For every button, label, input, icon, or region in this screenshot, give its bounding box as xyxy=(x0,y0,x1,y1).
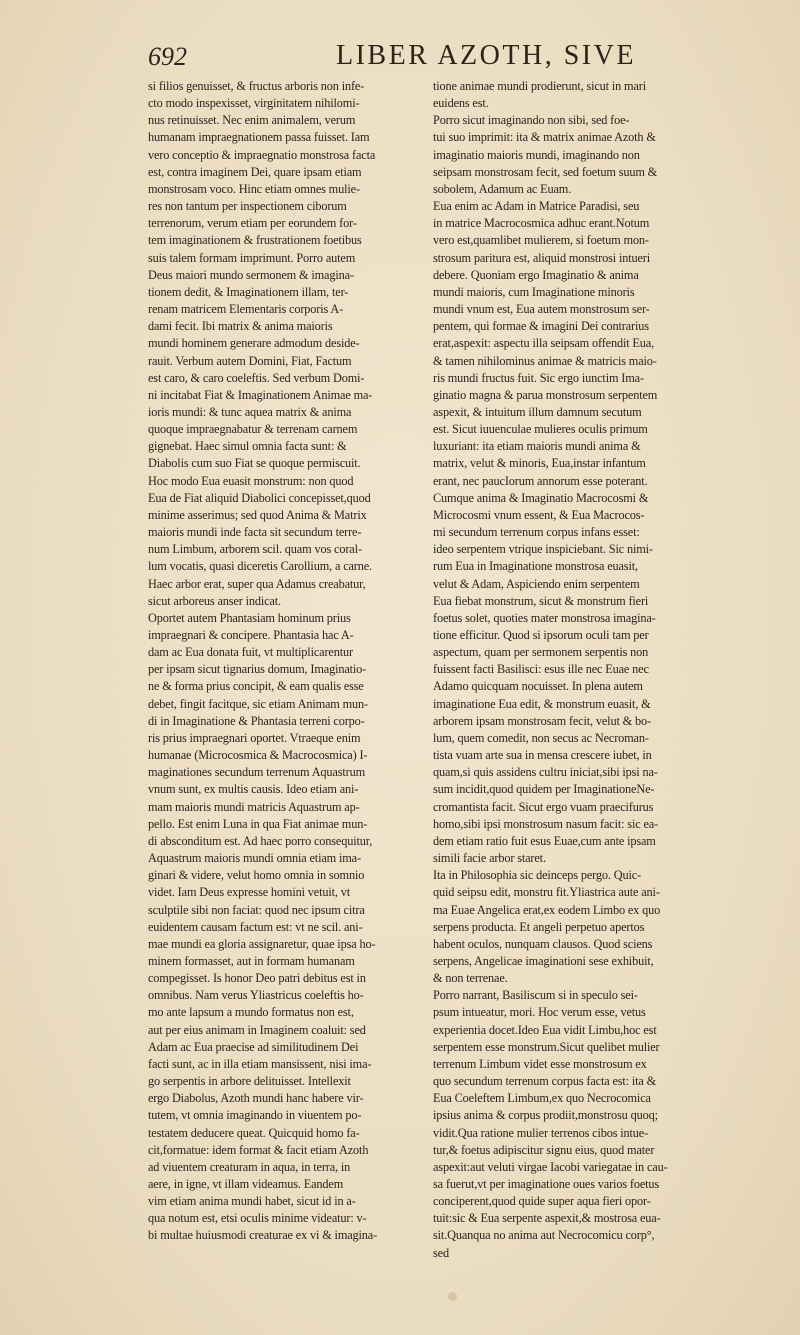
text-line: Cumque anima & Imaginatio Macrocosmi & xyxy=(433,490,649,505)
text-line: Eua fiebat monstrum, sicut & monstrum fieri xyxy=(433,593,649,608)
text-line: euidentem causam factum est: vt ne scil. ani- xyxy=(148,919,363,934)
text-line: Haec arbor erat, super qua Adamus creabatur, xyxy=(148,576,366,591)
text-line: tuit:sic & Eua serpente aspexit,& mostrosa eua- xyxy=(433,1211,661,1226)
text-line: num Limbum, arborem scil. quam vos coral- xyxy=(148,542,362,557)
text-line: aut per eius animam in Imaginem coaluit: sed xyxy=(148,1022,366,1037)
text-line: pentem, qui formae & imagini Dei contrarius xyxy=(433,319,649,334)
text-line: dam ac Eua donata fuit, vt multiplicarentur xyxy=(148,645,353,660)
text-line: in matrice Macrocosmica adhuc erant.Notum xyxy=(433,216,650,231)
text-line: mi secundum terrenum corpus infans esset: xyxy=(433,525,640,540)
text-line: videt. Iam Deus expresse homini vetuit, vt xyxy=(148,885,351,900)
running-title: LIBER AZOTH, SIVE xyxy=(336,40,636,71)
text-line: ioris mundi: & tunc aquea matrix & anima xyxy=(148,404,352,419)
text-line: lum vocatis, quasi diceretis Carollium, a carne. xyxy=(148,559,372,574)
text-line: mundi vnum est, Eua autem monstrosum ser- xyxy=(433,302,650,317)
text-line: foetus solet, quoties mater monstrosa imagina- xyxy=(433,610,656,625)
text-line: monstrosam voco. Hinc etiam omnes mulie- xyxy=(148,181,360,196)
text-line: quid seipsu edit, monstru fit.Yliastrica aute ani- xyxy=(433,885,660,900)
text-line: Microcosmi vnum essent, & Eua Macrocos- xyxy=(433,507,645,522)
text-line: impraegnari & concipere. Phantasia hac A- xyxy=(148,628,354,642)
text-line: ergo Diabolus, Azoth mundi hanc habere vir- xyxy=(148,1091,364,1106)
text-line: fuissent facti Basilisci: esus ille nec Euae nec xyxy=(433,662,649,677)
text-line: vim etiam anima mundi habet, sicut id in a- xyxy=(148,1194,356,1209)
text-line: omnibus. Nam verus Yliastricus coeleftis ho- xyxy=(148,988,364,1003)
paper-stain xyxy=(448,1292,457,1301)
text-line: est, contra imaginem Dei, quare ipsam etiam xyxy=(148,164,362,179)
text-line: psum intueatur, mori. Hoc verum esse, vetus xyxy=(433,1005,646,1020)
text-line: luxuriant: ita etiam maioris mundi anima & xyxy=(433,439,641,454)
text-line: conciperent,quod quide super aqua fieri opor- xyxy=(433,1194,651,1209)
text-line: res non tantum per inspectionem ciborum xyxy=(148,199,347,214)
text-line: humanae (Microcosmica & Macrocosmica) I- xyxy=(148,748,368,763)
text-line: mam maioris mundi matricis Aquastrum ap- xyxy=(148,799,360,814)
text-line: sicut arboreus anser indicat. xyxy=(148,593,281,608)
text-line: aspexit:aut veluti virgae Iacobi variegatae in cau- xyxy=(433,1159,668,1174)
text-line: aspectum, quam per sermonem serpentis non xyxy=(433,645,649,660)
text-line: compegisset. Is honor Deo patri debitus est in xyxy=(148,971,366,986)
text-line: mae mundi ea gloria assignaretur, quae ipsa ho- xyxy=(148,936,376,951)
running-head xyxy=(148,38,636,78)
text-line: lum, quem comedit, non secus ac Necroman- xyxy=(433,730,649,745)
text-line: bi multae huiusmodi creaturae ex vi & imagina- xyxy=(148,1228,378,1243)
text-line: Porro sicut imaginando non sibi, sed foe- xyxy=(433,113,630,128)
text-line: mundi hominem generare admodum deside- xyxy=(148,336,360,351)
text-line: mo ante lapsum a mundo formatus non est, xyxy=(148,1005,354,1020)
text-line: tista vuam arte sua in mensa crescere iubet, in xyxy=(433,748,652,763)
text-line: terrenum Limbum videt esse monstrosum ex xyxy=(433,1056,647,1071)
text-line: ris prius impraegnari oportet. Vtraeque enim xyxy=(148,730,361,745)
text-line: suis talem formam imprimunt. Porro autem xyxy=(148,250,356,265)
text-line: tione animae mundi prodierunt, sicut in mari xyxy=(433,79,646,93)
text-line: cto modo inspexisset, virginitatem nihilomi- xyxy=(148,96,360,111)
text-line: experientia docet.Ideo Eua vidit Limbu,hoc est xyxy=(433,1022,657,1037)
text-line: aere, in igne, vt illam videamus. Eandem xyxy=(148,1177,344,1191)
text-line: est. Sicut iuuenculae mulieres oculis primum xyxy=(433,422,648,437)
text-line: Porro narrant, Basiliscum si in speculo sei- xyxy=(433,988,638,1003)
text-line: gignebat. Haec simul omnia facta sunt: & xyxy=(148,439,347,454)
text-line: debet, fingit facitque, sic etiam Animam mun- xyxy=(148,696,368,711)
text-line: sobolem, Adamum ac Euam. xyxy=(433,181,572,196)
page-number: 692 xyxy=(148,42,187,71)
text-line: minime asserimus; sed quod Anima & Matrix xyxy=(148,507,367,522)
text-line: ipsius anima & corpus prodiit,monstrosu quoq; xyxy=(433,1108,658,1123)
text-line: Oportet autem Phantasiam hominum prius xyxy=(148,610,351,625)
text-line: qua notum est, etsi oculis minime videatur: v- xyxy=(148,1211,367,1226)
text-line: per ipsam sicut tignarius domum, Imaginatio- xyxy=(148,662,367,677)
text-line: vnum sunt, ex multis causis. Ideo etiam ani- xyxy=(148,782,359,797)
text-line: ginatio magna & parua monstrosum serpentem xyxy=(433,387,658,402)
text-line: Eua Coeleftem Limbum,ex quo Necrocomica xyxy=(433,1091,651,1106)
text-line: quoque impraegnabatur & terrenam carnem xyxy=(148,422,358,437)
text-line: humanam impraegnationem passa fuisset. Iam xyxy=(148,130,370,145)
text-line: facti sunt, ac in illa etiam mansissent, nisi ima- xyxy=(148,1056,372,1071)
text-line: pello. Est enim Luna in qua Fiat animae mun- xyxy=(148,816,368,831)
text-line: Diabolis cum suo Fiat se quoque permiscuit. xyxy=(148,456,361,471)
text-line: arborem ipsam monstrosam fecit, velut & bo- xyxy=(433,713,651,728)
text-line: erant, nec paucIorum annorum esse poterant. xyxy=(433,473,648,488)
text-line: serpentem esse monstrum.Sicut quelibet mulier xyxy=(433,1039,660,1054)
text-line: erat,aspexit: aspectu illa seipsam offendit Eua, xyxy=(433,336,655,351)
text-line: si filios genuisset, & fructus arboris non infe- xyxy=(148,79,365,93)
text-line: tionem dedit, & Imaginationem illam, ter- xyxy=(148,284,349,299)
text-line: est caro, & caro coeleftis. Sed verbum Domi- xyxy=(148,370,365,385)
text-line: Deus maiori mundo sermonem & imagina- xyxy=(148,267,354,282)
text-line: sculptile sibi non faciat: quod nec ipsum citra xyxy=(148,902,365,917)
text-line: serpens, Angelicae imaginationi sese exhibuit, xyxy=(433,953,654,968)
text-line: cromantista facit. Sicut ergo vuam praecifurus xyxy=(433,799,654,814)
text-line: seipsam monstrosam fecit, sed foetum suum & xyxy=(433,164,658,179)
text-line: cit,formatue: idem format & facit etiam Azoth xyxy=(148,1142,369,1157)
text-line: homo,sibi ipsi monstrosum nasum facit: sic ea- xyxy=(433,816,659,831)
text-line: Eua de Fiat aliquid Diabolici concepisset,quod xyxy=(148,490,371,505)
left-text-column xyxy=(148,78,418,1245)
text-line: & non terrenae. xyxy=(433,971,508,986)
text-line: sed xyxy=(433,1245,449,1260)
text-line: maioris mundi inde facta sit secundum terre- xyxy=(148,525,362,540)
text-line: dami fecit. Ibi matrix & anima maioris xyxy=(148,319,333,334)
text-line: di absconditum est. Ad haec porro consequitur, xyxy=(148,833,373,848)
text-line: Adam ac Eua praecise ad similitudinem Dei xyxy=(148,1039,359,1054)
text-line: tur,& foetus adipiscitur signu eius, quod mater xyxy=(433,1142,655,1157)
text-line: serpens producta. Et angeli perpetuo apertos xyxy=(433,919,645,934)
text-line: dem etiam ratio fuit esus Euae,cum ante ipsam xyxy=(433,833,656,848)
text-line: tutem, vt omnia imaginando in viuentem po- xyxy=(148,1108,362,1123)
text-line: habent oculos, nunquam clausos. Quod sciens xyxy=(433,936,653,951)
text-line: debere. Quoniam ergo Imaginatio & anima xyxy=(433,267,639,282)
text-line: quo secundum terrenum corpus facta est: ita & xyxy=(433,1074,657,1089)
text-line: go serpentis in arbore delituisset. Intellexit xyxy=(148,1074,351,1089)
text-line: euidens est. xyxy=(433,96,489,111)
text-line: ne & forma prius concipit, & eam qualis esse xyxy=(148,679,364,694)
text-line: & tamen nihilominus animae & matricis maio- xyxy=(433,353,657,368)
text-line: renam matricem Elementaris corporis A- xyxy=(148,302,344,317)
text-line: terrenorum, verum etiam per eorundem for- xyxy=(148,216,357,231)
text-line: vidit.Qua ratione mulier terrenos cibos intue- xyxy=(433,1125,649,1140)
text-line: ris mundi fructus fuit. Sic ergo iunctim Ima- xyxy=(433,370,644,385)
text-line: mundi maioris, cum Imaginatione minoris xyxy=(433,284,635,299)
text-line: tem imaginationem & frustrationem foetibus xyxy=(148,233,362,248)
text-line: ginari & videre, velut homo omnia in somnio xyxy=(148,868,365,883)
text-line: Ita in Philosophia sic deinceps pergo. Quic- xyxy=(433,868,641,883)
text-line: ideo serpentem vtrique inspiciebant. Sic nimi- xyxy=(433,542,653,557)
text-line: sum incidit,quod quidem per ImaginationeNe- xyxy=(433,782,655,797)
text-line: testatem deducere queat. Quicquid homo fa- xyxy=(148,1125,360,1140)
text-line: strosum paritura est, aliquid monstrosi intueri xyxy=(433,250,650,265)
text-line: tui suo imprimit: ita & matrix animae Azoth & xyxy=(433,130,656,145)
text-line: rauit. Verbum autem Domini, Fiat, Factum xyxy=(148,353,352,368)
text-line: vero conceptio & impraegnatio monstrosa facta xyxy=(148,147,376,162)
text-line: rum Eua in Imaginatione monstrosa euasit, xyxy=(433,559,638,574)
text-line: minem formasset, aut in formam humanam xyxy=(148,953,355,968)
text-line: imaginatio maioris mundi, imaginando non xyxy=(433,147,640,162)
text-line: quam,si quis assidens cultru iniciat,sibi ipsi na- xyxy=(433,765,658,780)
text-line: maginationes secundum terrenum Aquastrum xyxy=(148,765,366,780)
text-line: Adamo quicquam nocuisset. In plena autem xyxy=(433,679,643,694)
text-line: Hoc modo Eua euasit monstrum: non quod xyxy=(148,473,354,488)
text-line: ni incitabat Fiat & Imaginationem Animae ma- xyxy=(148,387,373,402)
text-line: Eua enim ac Adam in Matrice Paradisi, seu xyxy=(433,199,640,214)
text-line: vero est,quamlibet mulierem, si foetum mon- xyxy=(433,233,649,248)
text-line: imaginatione Eua edit, & monstrum euasit, & xyxy=(433,696,651,711)
text-line: sa fuerut,vt per imaginatione oues varios foetus xyxy=(433,1177,660,1191)
text-line: matrix, velut & minoris, Eua,instar infantum xyxy=(433,456,646,471)
right-text-column xyxy=(433,78,703,1262)
text-line: sit.Quanqua no anima aut Necrocomicu corp°, xyxy=(433,1228,655,1243)
text-line: Aquastrum maioris mundi omnia etiam ima- xyxy=(148,851,361,866)
text-line: ad viuentem creaturam in aqua, in terra, in xyxy=(148,1159,351,1174)
text-line: ma Euae Angelica erat,ex eodem Limbo ex quo xyxy=(433,902,661,917)
text-line: velut & Adam, Aspiciendo enim serpentem xyxy=(433,576,640,591)
text-line: simili facie arbor staret. xyxy=(433,851,546,866)
text-line: nus retinuisset. Nec enim animalem, verum xyxy=(148,113,356,128)
text-line: tione efficitur. Quod si ipsorum oculi tam per xyxy=(433,628,649,642)
text-line: aspexit, & intuitum illum damnum secutum xyxy=(433,404,642,419)
text-line: di in Imaginatione & Phantasia terreni corpo- xyxy=(148,713,365,728)
